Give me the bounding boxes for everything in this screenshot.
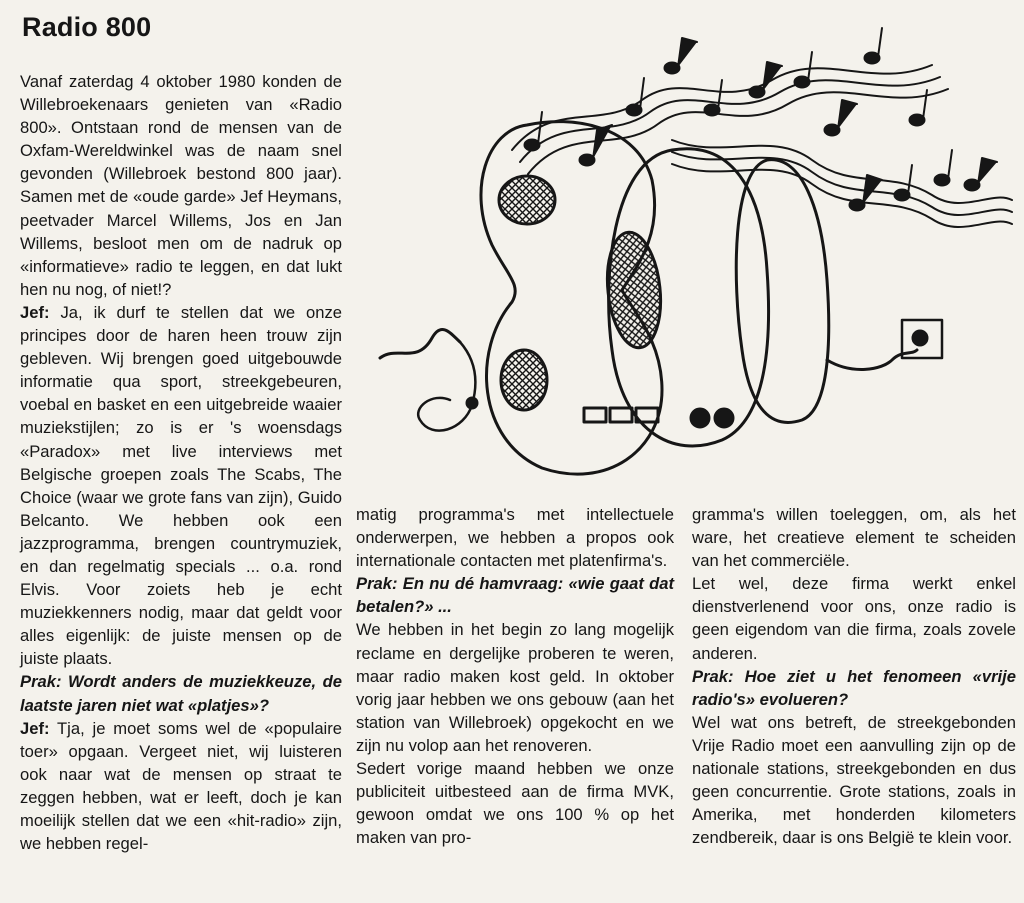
question-4: Prak: Hoe ziet u het fenomeen «vrije radio's» evolueren? bbox=[692, 666, 1016, 709]
paragraph: Wel wat ons betreft, de streekgebonden Vrije Radio moet een aanvulling zijn op de nationale stations, streekgebonden en dus geen concurrentie. Grote stations, zoals in Amerika, met honderden kilometers zendbereik, daar is ons België te klein voor. bbox=[692, 712, 1016, 848]
paragraph: matig programma's met intellectuele onderwerpen, we hebben a propos ook internationale contacten met platenfirma's. bbox=[356, 505, 674, 571]
answer-text: Tja, je moet soms wel de «populaire toer» opgaan. Vergeet niet, wij luisteren ook naar wat de mensen op straat te zeggen hebben, wat er leeft, doch je kan moeilijk stellen dat we een «hit-radio» zijn, we hebben regel- bbox=[20, 718, 342, 854]
answer-text: Ja, ik durf te stellen dat we onze principes door de haren heen trouw zijn gebleven. Wij brengen goed uitgebouwde informatie qua sport, streekgebeuren, voebal en basket en een uitgebreide waaier muziekstijlen; zo is er 's woensdags «Paradox» met live interviews met Belgische groepen zoals The Scabs, The Choice (waar we grote fans van zijn), Guido Belcanto. We hebben ook een jazzprogramma, brengen countrymuziek, en dan regelmatig specials ... o.a. rond Elvis. Voor zoiets heb je echt muziekkenners nodig, maar dat geldt voor alles eigenlijk: de juiste mensen op de juiste plaats. bbox=[20, 302, 342, 669]
question-2: Prak: Wordt anders de muziekkeuze, de laatste jaren niet wat «platjes»? bbox=[20, 672, 342, 715]
intro-paragraph: Vanaf zaterdag 4 oktober 1980 konden de Willebroekenaars genieten van «Radio 800». Ontstaan rond de mensen van de Oxfam-Wereldwinkel was de naam snel gevonden (Willebroek bestond 800 jaar). Samen met de «oude garde» Jef Heymans, peetvader Marcel Willems, Jos en Jan Willems, besloot men om de nadruk op «informatieve» radio te leggen, en dat lukt hen nu nog, of niet!? bbox=[20, 72, 342, 299]
article-title: Radio 800 bbox=[22, 12, 152, 42]
paragraph: gramma's willen toeleggen, om, als het ware, het creatieve element te scheiden van het commerciële. bbox=[692, 505, 1016, 571]
column-3 bbox=[692, 503, 1016, 849]
column-2 bbox=[356, 503, 674, 849]
answer-paragraph-1 bbox=[20, 301, 342, 671]
question-3: Prak: En nu dé hamvraag: «wie gaat dat betalen?» ... bbox=[356, 574, 674, 617]
speaker-label: Jef: bbox=[20, 718, 50, 738]
answer-paragraph-2 bbox=[20, 717, 342, 856]
paragraph: We hebben in het begin zo lang mogelijk reclame en dergelijke proberen te weren, maar radio maken kost geld. In oktober vorig jaar hebben we ons gebouw (aan het station van Willebroek) opgekocht en we zijn nu volop aan het renoveren. bbox=[356, 620, 674, 755]
paragraph: Let wel, deze firma werkt enkel dienstverlenend voor ons, onze radio is geen eigendom van die firma, zoals zovele anderen. bbox=[692, 574, 1016, 663]
speaker-label: Jef: bbox=[20, 302, 50, 322]
radio-800-illustration bbox=[372, 20, 1024, 490]
column-1 bbox=[20, 70, 342, 855]
paragraph: Sedert vorige maand hebben we onze publiciteit uitbesteed aan de firma MVK, gewoon omdat we ons 100 % op het maken van pro- bbox=[356, 759, 674, 848]
